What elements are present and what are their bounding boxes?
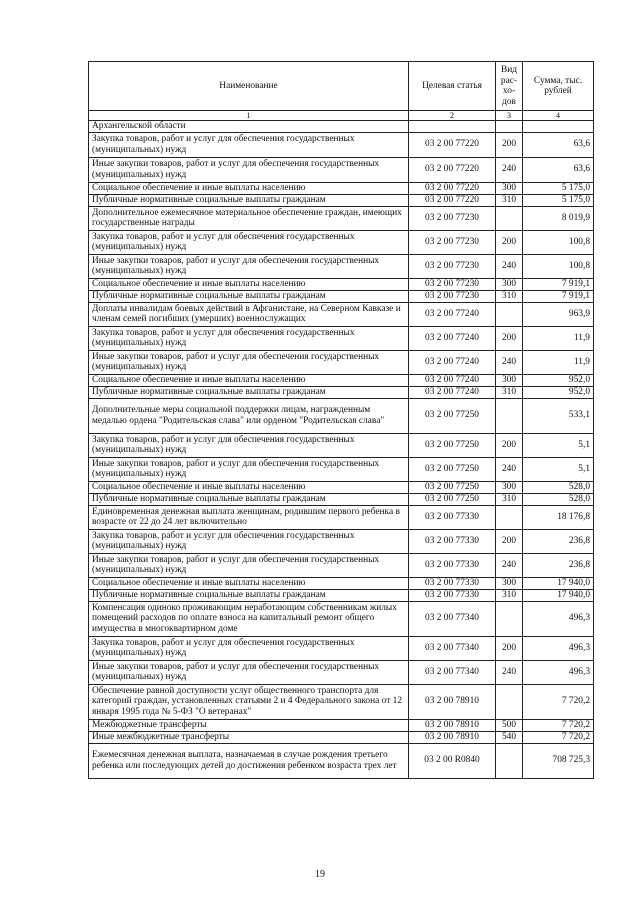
table-row bbox=[89, 386, 594, 398]
row-vid bbox=[496, 398, 523, 433]
row-name: Социальное обеспечение и иные выплаты населению bbox=[89, 182, 409, 194]
row-name: Публичные нормативные социальные выплаты гражданам bbox=[89, 386, 409, 398]
row-code: 03 2 00 77250 bbox=[409, 433, 496, 457]
table-row bbox=[89, 493, 594, 505]
table-row bbox=[89, 206, 594, 230]
table-row bbox=[89, 636, 594, 660]
row-name: Закупка товаров, работ и услуг для обеспечения государственных (муниципальных) нужд bbox=[89, 636, 409, 660]
row-name: Иные закупки товаров, работ и услуг для обеспечения государственных (муниципальных) нужд bbox=[89, 157, 409, 182]
table-row bbox=[89, 302, 594, 326]
row-name: Публичные нормативные социальные выплаты гражданам bbox=[89, 493, 409, 505]
row-vid: 300 bbox=[496, 278, 523, 290]
row-vid: 310 bbox=[496, 194, 523, 206]
row-code: 03 2 00 77220 bbox=[409, 194, 496, 206]
row-code: 03 2 00 77240 bbox=[409, 302, 496, 326]
row-code: 03 2 00 77230 bbox=[409, 254, 496, 278]
table-row bbox=[89, 374, 594, 386]
row-vid: 500 bbox=[496, 719, 523, 731]
row-name: Закупка товаров, работ и услуг для обеспечения государственных (муниципальных) нужд bbox=[89, 433, 409, 457]
row-vid: 240 bbox=[496, 254, 523, 278]
row-code: 03 2 00 77330 bbox=[409, 553, 496, 577]
row-vid: 300 bbox=[496, 182, 523, 194]
row-sum: 11,9 bbox=[523, 350, 594, 374]
row-code: 03 2 00 77330 bbox=[409, 589, 496, 601]
row-vid: 240 bbox=[496, 157, 523, 182]
row-vid: 300 bbox=[496, 577, 523, 589]
row-vid: 310 bbox=[496, 290, 523, 302]
row-sum: 11,9 bbox=[523, 326, 594, 350]
header-sum: Сумма, тыс. рублей bbox=[523, 62, 594, 111]
budget-table bbox=[88, 61, 594, 779]
row-vid: 300 bbox=[496, 481, 523, 493]
table-row bbox=[89, 601, 594, 636]
row-vid bbox=[496, 121, 523, 133]
row-vid: 200 bbox=[496, 529, 523, 553]
row-sum: 496,3 bbox=[523, 636, 594, 660]
header-name: Наименование bbox=[89, 62, 409, 111]
row-vid: 200 bbox=[496, 132, 523, 157]
row-vid: 240 bbox=[496, 660, 523, 684]
row-name: Закупка товаров, работ и услуг для обеспечения государственных (муниципальных) нужд bbox=[89, 529, 409, 553]
table-row bbox=[89, 290, 594, 302]
row-vid: 310 bbox=[496, 386, 523, 398]
row-sum: 708 725,3 bbox=[523, 743, 594, 778]
row-vid: 240 bbox=[496, 350, 523, 374]
row-code: 03 2 00 77250 bbox=[409, 457, 496, 481]
row-code bbox=[409, 121, 496, 133]
header-vid: Вид рас-хо-дов bbox=[496, 62, 523, 111]
row-vid bbox=[496, 743, 523, 778]
row-code: 03 2 00 77330 bbox=[409, 529, 496, 553]
row-sum: 963,9 bbox=[523, 302, 594, 326]
row-vid bbox=[496, 505, 523, 529]
row-name: Социальное обеспечение и иные выплаты населению bbox=[89, 374, 409, 386]
row-sum: 5 175,0 bbox=[523, 194, 594, 206]
row-code: 03 2 00 77220 bbox=[409, 157, 496, 182]
row-sum: 5,1 bbox=[523, 433, 594, 457]
row-sum: 5 175,0 bbox=[523, 182, 594, 194]
row-code: 03 2 00 77250 bbox=[409, 481, 496, 493]
row-code: 03 2 00 77220 bbox=[409, 132, 496, 157]
row-vid: 200 bbox=[496, 230, 523, 254]
row-sum: 952,0 bbox=[523, 386, 594, 398]
table-row bbox=[89, 577, 594, 589]
row-name: Публичные нормативные социальные выплаты гражданам bbox=[89, 290, 409, 302]
table-row bbox=[89, 481, 594, 493]
row-sum: 100,8 bbox=[523, 230, 594, 254]
row-sum: 7 720,2 bbox=[523, 684, 594, 719]
row-name: Иные закупки товаров, работ и услуг для обеспечения государственных (муниципальных) нужд bbox=[89, 254, 409, 278]
table-row bbox=[89, 743, 594, 778]
row-sum: 63,6 bbox=[523, 132, 594, 157]
row-vid: 200 bbox=[496, 636, 523, 660]
row-code: 03 2 00 77330 bbox=[409, 505, 496, 529]
row-code: 03 2 00 77250 bbox=[409, 398, 496, 433]
row-code: 03 2 00 77220 bbox=[409, 182, 496, 194]
row-code: 03 2 00 77250 bbox=[409, 493, 496, 505]
row-code: 03 2 00 77230 bbox=[409, 290, 496, 302]
row-vid: 540 bbox=[496, 731, 523, 743]
table-row bbox=[89, 132, 594, 157]
row-vid: 240 bbox=[496, 457, 523, 481]
row-name: Публичные нормативные социальные выплаты гражданам bbox=[89, 194, 409, 206]
row-name: Иные закупки товаров, работ и услуг для обеспечения государственных (муниципальных) нужд bbox=[89, 350, 409, 374]
table-row bbox=[89, 326, 594, 350]
table-row bbox=[89, 194, 594, 206]
row-vid: 200 bbox=[496, 433, 523, 457]
row-sum: 533,1 bbox=[523, 398, 594, 433]
row-sum: 496,3 bbox=[523, 660, 594, 684]
row-name: Закупка товаров, работ и услуг для обеспечения государственных (муниципальных) нужд bbox=[89, 230, 409, 254]
column-number: 3 bbox=[496, 111, 523, 121]
column-number: 2 bbox=[409, 111, 496, 121]
row-code: 03 2 00 77330 bbox=[409, 577, 496, 589]
row-vid bbox=[496, 302, 523, 326]
table-row bbox=[89, 433, 594, 457]
row-sum: 7 919,1 bbox=[523, 278, 594, 290]
row-name: Публичные нормативные социальные выплаты гражданам bbox=[89, 589, 409, 601]
row-sum: 5,1 bbox=[523, 457, 594, 481]
row-sum: 236,8 bbox=[523, 553, 594, 577]
row-code: 03 2 00 77240 bbox=[409, 386, 496, 398]
row-name: Закупка товаров, работ и услуг для обеспечения государственных (муниципальных) нужд bbox=[89, 132, 409, 157]
table-row bbox=[89, 529, 594, 553]
row-name: Доплаты инвалидам боевых действий в Афганистане, на Северном Кавказе и членам семей погибших (умерших) военнослужащих bbox=[89, 302, 409, 326]
table-row bbox=[89, 719, 594, 731]
row-name: Обеспечение равной доступности услуг общественного транспорта для категорий граждан, установленных статьями 2 и 4 Федерального закона от 12 января 1995 года № 5-ФЗ "О ветеранах" bbox=[89, 684, 409, 719]
row-name: Иные закупки товаров, работ и услуг для обеспечения государственных (муниципальных) нужд bbox=[89, 457, 409, 481]
row-code: 03 2 00 R0840 bbox=[409, 743, 496, 778]
row-name: Социальное обеспечение и иные выплаты населению bbox=[89, 577, 409, 589]
row-name: Социальное обеспечение и иные выплаты населению bbox=[89, 481, 409, 493]
row-name: Ежемесячная денежная выплата, назначаемая в случае рождения третьего ребенка или последующих детей до достижения ребенком возраста трех лет bbox=[89, 743, 409, 778]
row-name: Иные межбюджетные трансферты bbox=[89, 731, 409, 743]
row-name: Компенсация одиноко проживающим неработающим собственникам жилых помещений расходов по оплате взноса на капитальный ремонт общего имущества в многоквартирном доме bbox=[89, 601, 409, 636]
row-code: 03 2 00 77230 bbox=[409, 230, 496, 254]
row-sum: 952,0 bbox=[523, 374, 594, 386]
row-name: Иные закупки товаров, работ и услуг для обеспечения государственных (муниципальных) нужд bbox=[89, 660, 409, 684]
table-row bbox=[89, 254, 594, 278]
table-row bbox=[89, 553, 594, 577]
row-sum: 18 176,8 bbox=[523, 505, 594, 529]
table-row bbox=[89, 457, 594, 481]
row-sum: 17 940,0 bbox=[523, 577, 594, 589]
row-vid bbox=[496, 684, 523, 719]
row-code: 03 2 00 78910 bbox=[409, 719, 496, 731]
row-vid: 310 bbox=[496, 493, 523, 505]
table-row bbox=[89, 684, 594, 719]
row-sum: 17 940,0 bbox=[523, 589, 594, 601]
row-sum: 8 019,9 bbox=[523, 206, 594, 230]
row-code: 03 2 00 77240 bbox=[409, 326, 496, 350]
row-name: Межбюджетные трансферты bbox=[89, 719, 409, 731]
row-sum: 100,8 bbox=[523, 254, 594, 278]
row-code: 03 2 00 77340 bbox=[409, 636, 496, 660]
column-number: 4 bbox=[523, 111, 594, 121]
row-code: 03 2 00 77230 bbox=[409, 278, 496, 290]
row-sum: 7 720,2 bbox=[523, 731, 594, 743]
table-row bbox=[89, 230, 594, 254]
table-header-row bbox=[89, 62, 594, 111]
row-vid: 300 bbox=[496, 374, 523, 386]
table-row bbox=[89, 278, 594, 290]
header-code: Целевая статья bbox=[409, 62, 496, 111]
row-vid: 240 bbox=[496, 553, 523, 577]
table-row bbox=[89, 505, 594, 529]
row-name: Закупка товаров, работ и услуг для обеспечения государственных (муниципальных) нужд bbox=[89, 326, 409, 350]
row-code: 03 2 00 78910 bbox=[409, 731, 496, 743]
row-code: 03 2 00 78910 bbox=[409, 684, 496, 719]
table-row bbox=[89, 121, 594, 133]
row-vid: 200 bbox=[496, 326, 523, 350]
row-vid bbox=[496, 206, 523, 230]
row-sum bbox=[523, 121, 594, 133]
row-sum: 7 919,1 bbox=[523, 290, 594, 302]
row-code: 03 2 00 77230 bbox=[409, 206, 496, 230]
row-name: Иные закупки товаров, работ и услуг для обеспечения государственных (муниципальных) нужд bbox=[89, 553, 409, 577]
row-sum: 63,6 bbox=[523, 157, 594, 182]
row-name: Архангельской области bbox=[89, 121, 409, 133]
row-code: 03 2 00 77340 bbox=[409, 660, 496, 684]
row-sum: 496,3 bbox=[523, 601, 594, 636]
table-row bbox=[89, 398, 594, 433]
column-number-row bbox=[89, 111, 594, 121]
row-sum: 528,0 bbox=[523, 481, 594, 493]
row-vid bbox=[496, 601, 523, 636]
table-row bbox=[89, 660, 594, 684]
row-name: Дополнительные меры социальной поддержки лицам, награжденным медалью ордена "Родительская слава" или орденом "Родительская слава" bbox=[89, 398, 409, 433]
row-code: 03 2 00 77240 bbox=[409, 374, 496, 386]
column-number: 1 bbox=[89, 111, 409, 121]
row-code: 03 2 00 77240 bbox=[409, 350, 496, 374]
table-row bbox=[89, 182, 594, 194]
table-row bbox=[89, 731, 594, 743]
row-sum: 528,0 bbox=[523, 493, 594, 505]
row-sum: 7 720,2 bbox=[523, 719, 594, 731]
row-vid: 310 bbox=[496, 589, 523, 601]
row-code: 03 2 00 77340 bbox=[409, 601, 496, 636]
row-name: Дополнительное ежемесячное материальное обеспечение граждан, имеющих государственные награды bbox=[89, 206, 409, 230]
table-row bbox=[89, 157, 594, 182]
row-sum: 236,8 bbox=[523, 529, 594, 553]
row-name: Единовременная денежная выплата женщинам, родившим первого ребенка в возрасте от 22 до 24 лет включительно bbox=[89, 505, 409, 529]
page-number: 19 bbox=[315, 869, 325, 880]
table-row bbox=[89, 589, 594, 601]
row-name: Социальное обеспечение и иные выплаты населению bbox=[89, 278, 409, 290]
table-row bbox=[89, 350, 594, 374]
